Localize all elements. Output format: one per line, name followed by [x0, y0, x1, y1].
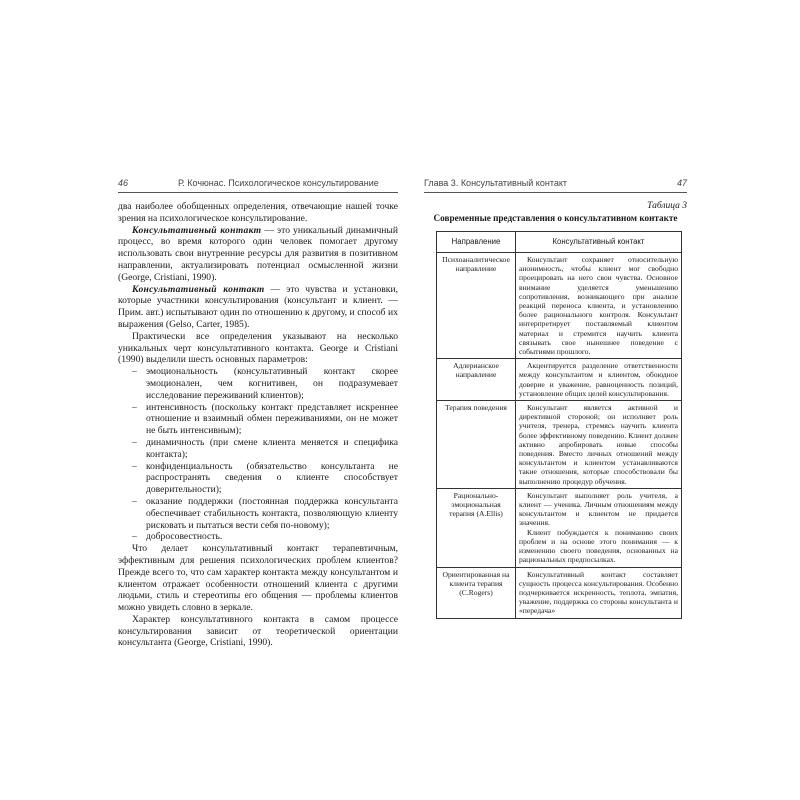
paragraph: Практически все определения указывают на несколько уникальных черт консультативного контакта. George и Cristiani (1990) выделили шесть основных параметров:	[118, 330, 398, 366]
description-cell	[516, 401, 682, 489]
paragraph: Характер консультативного контакта в самом процессе консультирования зависит от теоретической ориентации консультанта (George, Cristiani, 1990).	[118, 613, 398, 649]
term: Консультативный контакт	[132, 224, 262, 236]
list-item: – эмоциональность (консультативный контакт скорее эмоционален, чем когнитивен, он подразумевает исследование переживаний клиентов);	[146, 366, 398, 401]
left-page-number: 46	[118, 178, 129, 188]
column-header: Консультативный контакт	[516, 232, 682, 253]
table-caption: Таблица 3	[647, 201, 687, 211]
direction-cell: Ориентированная на клиента терапия (C.Rogers)	[437, 567, 516, 618]
direction-cell: Адлерианское направление	[437, 359, 516, 401]
parameters-list	[118, 366, 398, 543]
paragraph: два наиболее обобщенных определения, отвечающие нашей точке зрения на психологическое консультирование.	[118, 201, 398, 224]
table-row	[437, 401, 682, 489]
list-item: – интенсивность (поскольку контакт представляет искреннее отношение и взаимный обмен переживаниями, он не может не быть интенсивным);	[146, 402, 398, 437]
cell-text: Акцентируется разделение ответственности между консультантом и клиентом, обоюдное доверие и уважение, равноценность позиций, установление общих целей консультирования.	[519, 361, 678, 398]
paragraph	[118, 225, 398, 284]
right-running-title: Глава 3. Консультативный контакт	[424, 178, 568, 188]
description-cell	[516, 359, 682, 401]
left-running-title: Р. Кочюнас. Психологическое консультирование	[178, 178, 379, 188]
description-cell	[516, 567, 682, 618]
term: Консультативный контакт	[132, 283, 265, 295]
column-header: Направление	[437, 232, 516, 253]
table-row	[437, 253, 682, 359]
paragraph: Что делает консультативный контакт терапевтичным, эффективным для решения психологических проблем клиентов? Прежде всего то, что сам характер контакта между консультантом и клиентом отражает особенности отношений клиента с другими людьми, стиль и стереотипы его общения — проблемы клиентов можно увидеть словно в зеркале.	[118, 543, 398, 614]
left-running-head	[118, 178, 398, 193]
definition-text: — это чувства и установки, которые участники консультирования (консультант и клиент. — Прим. авт.) испытывают один по отношению к другому, и способ их выражения (Gelso, Carter, 1985).	[118, 283, 399, 330]
left-page	[118, 178, 398, 649]
table-row	[437, 488, 682, 567]
right-page-number: 47	[676, 178, 687, 188]
table-row	[437, 567, 682, 618]
description-cell	[516, 253, 682, 359]
cell-text: Консультативный контакт составляет сущность процесса консультирования. Особенно подчеркивается искренность, теплота, эмпатия, уважение, поддержка со стороны консультанта и «передача»	[519, 569, 678, 616]
list-item: – конфиденциальность (обязательство консультанта не распространять сведения о клиенте способствует доверительности);	[146, 461, 398, 496]
contact-table	[436, 231, 682, 619]
cell-text: Консультант является активной и директивной стороной; он исполняет роль учителя, тренера, стремясь научить клиента более эффективному поведению. Клиент должен активно апробировать новые способы поведения. Вместо личных отношений между консультантом и клиентом устанавливаются такие отношения, которые способствовали бы выполнению процедур обучения.	[519, 403, 678, 486]
table-header-row	[437, 232, 682, 253]
right-running-head	[424, 178, 687, 193]
cell-text: Консультант сохраняет относительную анонимность, чтобы клиент мог свободно проецировать на него свои чувства. Основное внимание уделяется уменьшению сопротивления, возникающего при анализе реакций переноса клиента, и установлению более рационального контроля. Консультант интерпретирует поставляемый клиентом материал и стремится научить клиента связывать свое нынешнее поведение с событиями прошлого.	[519, 255, 678, 357]
table-row	[437, 359, 682, 401]
direction-cell: Терапия поведения	[437, 401, 516, 489]
list-item: – динамичность (при смене клиента меняется и специфика контакта);	[146, 437, 398, 461]
list-item: – оказание поддержки (постоянная поддержка консультанта обеспечивает стабильность контакта, позволяющую клиенту рисковать и пытаться вести себя по-новому);	[146, 496, 398, 531]
paragraph	[118, 284, 398, 331]
table-title: Современные представления о консультативном контакте	[433, 213, 678, 223]
list-item: – добросовестность.	[146, 531, 398, 543]
cell-text: Консультант выполняет роль учителя, а клиент — ученика. Личным отношениям между консультантом и клиентом не придается значения.	[519, 490, 678, 528]
left-body-text	[118, 201, 398, 649]
cell-text: Клиент побуждается к пониманию своих проблем и на основе этого понимания — к изменению своего поведения, основанных на рациональных предпосылках.	[519, 527, 678, 565]
direction-cell: Психоаналитическое направление	[437, 253, 516, 359]
right-page	[424, 178, 687, 619]
direction-cell: Рационально-эмоциональная терапия (A.Ellis)	[437, 488, 516, 567]
definition-text: — это уникальный динамичный процесс, во время которого один человек помогает другому использовать свои внутренние ресурсы для развития в позитивном направлении, актуализировать потенциал осмысленной жизни (George, Cristiani, 1990).	[118, 224, 398, 283]
description-cell	[516, 488, 682, 567]
